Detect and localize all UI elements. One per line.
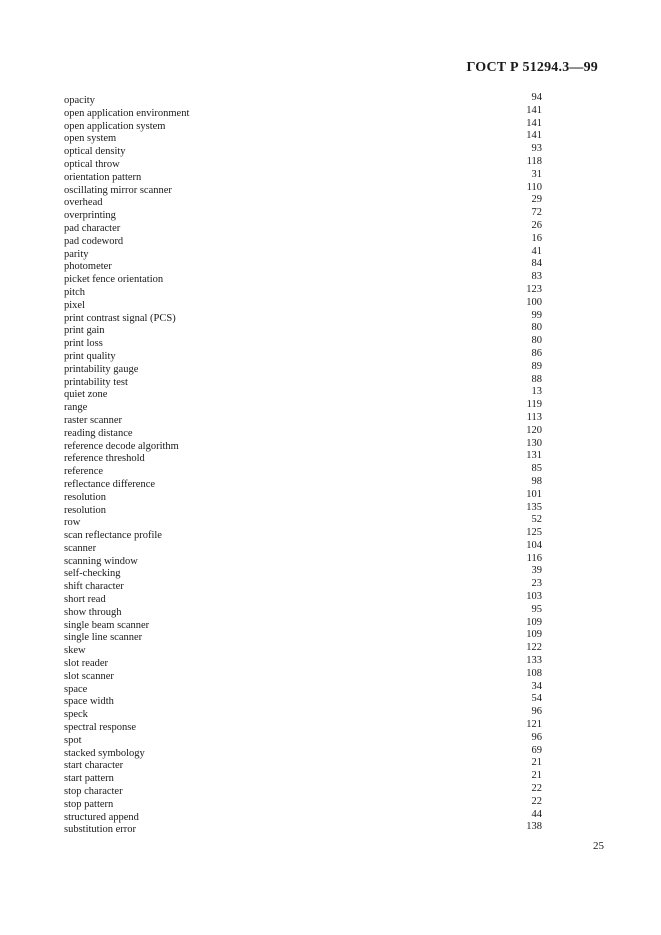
index-page-ref: 131 <box>526 450 542 462</box>
index-term: reading distance <box>64 427 133 439</box>
index-entry <box>64 796 542 809</box>
index-page-ref: 109 <box>526 629 542 641</box>
index-entry <box>64 143 542 156</box>
index-entry <box>64 757 542 770</box>
index-page-ref: 96 <box>531 706 542 718</box>
index-page-ref: 116 <box>526 552 542 564</box>
index-entry <box>64 399 542 412</box>
index-entry <box>64 169 542 182</box>
index-page-ref: 34 <box>531 680 542 692</box>
index-term: slot scanner <box>64 670 114 682</box>
index-term: reflectance difference <box>64 478 156 490</box>
index-page-ref: 109 <box>526 616 542 628</box>
index-entry <box>64 591 542 604</box>
index-page-ref: 141 <box>526 130 542 142</box>
index-entry <box>64 271 542 284</box>
index-page-ref: 122 <box>526 642 542 654</box>
index-entry <box>64 92 542 105</box>
index-entry <box>64 514 542 527</box>
index-entry <box>64 258 542 271</box>
index-term: space width <box>64 696 114 708</box>
index-term: pixel <box>64 299 85 311</box>
index-entry <box>64 156 542 169</box>
index-entry <box>64 770 542 783</box>
index-page-ref: 95 <box>531 603 542 615</box>
index-term: self-checking <box>64 568 121 580</box>
index-page-ref: 22 <box>531 783 542 795</box>
index-term: orientation pattern <box>64 171 142 183</box>
index-entry <box>64 335 542 348</box>
index-entry <box>64 681 542 694</box>
index-page-ref: 96 <box>531 731 542 743</box>
index-entry <box>64 207 542 220</box>
index-entry <box>64 246 542 259</box>
index-term: pitch <box>64 286 85 298</box>
index-term: optical throw <box>64 158 120 170</box>
index-entry <box>64 476 542 489</box>
index-page-ref: 88 <box>531 373 542 385</box>
index-term: open system <box>64 133 117 145</box>
index-page-ref: 23 <box>531 578 542 590</box>
index-page-ref: 101 <box>526 488 542 500</box>
index-page-ref: 54 <box>531 693 542 705</box>
index-term: overprinting <box>64 210 116 222</box>
index-page-ref: 26 <box>531 219 542 231</box>
index-entry <box>64 105 542 118</box>
index-page-ref: 72 <box>531 207 542 219</box>
page-number: 25 <box>593 840 604 852</box>
index-term: resolution <box>64 504 106 516</box>
index-entry <box>64 348 542 361</box>
index-term: print contrast signal (PCS) <box>64 312 176 324</box>
index-entry <box>64 425 542 438</box>
index-entry <box>64 297 542 310</box>
index-entry <box>64 130 542 143</box>
index-entry <box>64 604 542 617</box>
index-page-ref: 141 <box>526 117 542 129</box>
index-entry <box>64 732 542 745</box>
index-entry <box>64 438 542 451</box>
index-entry <box>64 374 542 387</box>
index-page-ref: 121 <box>526 719 542 731</box>
index-page-ref: 93 <box>531 143 542 155</box>
index-entry <box>64 412 542 425</box>
index-term: skew <box>64 645 86 657</box>
index-page-ref: 83 <box>531 271 542 283</box>
index-page-ref: 110 <box>526 181 542 193</box>
index-page-ref: 138 <box>526 821 542 833</box>
index-entry <box>64 809 542 822</box>
index-entry <box>64 284 542 297</box>
index-term: short read <box>64 594 106 606</box>
index-entry <box>64 182 542 195</box>
index-term: stacked symbology <box>64 747 145 759</box>
index-page-ref: 135 <box>526 501 542 513</box>
index-term: stop pattern <box>64 798 114 810</box>
index-term: scan reflectance profile <box>64 530 162 542</box>
index-term: opacity <box>64 95 95 106</box>
index-page-ref: 13 <box>531 386 542 398</box>
standard-header: ГОСТ Р 51294.3—99 <box>466 60 598 75</box>
index-page-ref: 16 <box>531 232 542 244</box>
index-entry <box>64 463 542 476</box>
index-entry <box>64 693 542 706</box>
index-term: scanner <box>64 542 97 554</box>
index-page-ref: 84 <box>531 258 542 270</box>
index-term: printability test <box>64 376 128 388</box>
index-term: pad codeword <box>64 235 124 247</box>
index-page-ref: 86 <box>531 347 542 359</box>
index-term: raster scanner <box>64 414 123 426</box>
index-page-ref: 113 <box>526 411 542 423</box>
index-entry <box>64 706 542 719</box>
index-term: slot reader <box>64 658 109 670</box>
index-entry <box>64 617 542 630</box>
index-page-ref: 80 <box>531 335 542 347</box>
index-term: overhead <box>64 197 103 209</box>
index-entry <box>64 821 542 834</box>
index-term: structured append <box>64 811 139 823</box>
index-page-ref: 119 <box>526 399 542 411</box>
index-term: scanning window <box>64 555 138 567</box>
index-term: print gain <box>64 325 105 337</box>
index-page-ref: 108 <box>526 667 542 679</box>
index-entry <box>64 118 542 131</box>
index-entry <box>64 386 542 399</box>
index-entry <box>64 361 542 374</box>
index-term: spectral response <box>64 722 137 734</box>
index-entry <box>64 450 542 463</box>
index-page-ref: 22 <box>531 795 542 807</box>
index-term: picket fence orientation <box>64 274 164 286</box>
index-term: single line scanner <box>64 632 143 644</box>
index-entry <box>64 668 542 681</box>
index-term: pad character <box>64 222 121 234</box>
index-page-ref: 31 <box>531 168 542 180</box>
index-entry <box>64 783 542 796</box>
index-term: oscillating mirror scanner <box>64 184 172 196</box>
index-term: reference threshold <box>64 453 145 465</box>
index-entry <box>64 220 542 233</box>
index-page-ref: 52 <box>531 514 542 526</box>
index-entry <box>64 745 542 758</box>
index-page-ref: 104 <box>526 539 542 551</box>
index-page-ref: 80 <box>531 322 542 334</box>
index-page-ref: 39 <box>531 565 542 577</box>
index-term: start character <box>64 760 124 772</box>
index-term: print quality <box>64 350 116 362</box>
index-entry <box>64 553 542 566</box>
index-entry <box>64 655 542 668</box>
index-term: open application system <box>64 120 166 132</box>
index-term: printability gauge <box>64 363 139 375</box>
index-term: print loss <box>64 338 103 350</box>
index-page-ref: 125 <box>526 527 542 539</box>
index-page-ref: 69 <box>531 744 542 756</box>
index-page-ref: 41 <box>531 245 542 257</box>
index-term: reference decode algorithm <box>64 440 179 452</box>
index-term: parity <box>64 248 89 260</box>
index-page-ref: 89 <box>531 360 542 372</box>
index-page-ref: 44 <box>531 808 542 820</box>
index-term: open application environment <box>64 107 190 119</box>
index-entry <box>64 578 542 591</box>
index-page-ref: 120 <box>526 424 542 436</box>
index-term: range <box>64 402 88 414</box>
index-entry <box>64 629 542 642</box>
index-term: start pattern <box>64 773 114 785</box>
index-page-ref: 141 <box>526 104 542 116</box>
index-page-ref: 133 <box>526 655 542 667</box>
index-term: optical density <box>64 146 126 158</box>
index-term: resolution <box>64 491 106 503</box>
index-term: shift character <box>64 581 124 593</box>
index-page-ref: 29 <box>531 194 542 206</box>
term-index-list <box>64 92 542 834</box>
index-term: single beam scanner <box>64 619 150 631</box>
index-entry <box>64 233 542 246</box>
index-page-ref: 21 <box>531 770 542 782</box>
index-term: photometer <box>64 261 112 273</box>
index-page-ref: 100 <box>526 296 542 308</box>
index-entry <box>64 322 542 335</box>
index-page-ref: 85 <box>531 463 542 475</box>
index-entry <box>64 502 542 515</box>
index-entry <box>64 540 542 553</box>
index-term: space <box>64 683 88 695</box>
index-entry <box>64 719 542 732</box>
index-term: quiet zone <box>64 389 108 401</box>
index-page-ref: 103 <box>526 591 542 603</box>
index-page-ref: 123 <box>526 283 542 295</box>
index-entry <box>64 527 542 540</box>
index-term: reference <box>64 466 104 478</box>
index-page-ref: 21 <box>531 757 542 769</box>
index-page-ref: 118 <box>526 155 542 167</box>
index-term: row <box>64 517 81 529</box>
index-term: speck <box>64 709 88 721</box>
index-term: substitution error <box>64 824 137 836</box>
index-term: spot <box>64 734 82 746</box>
index-page-ref: 130 <box>526 437 542 449</box>
index-entry <box>64 565 542 578</box>
index-entry <box>64 642 542 655</box>
index-page-ref: 94 <box>531 92 542 103</box>
index-entry <box>64 489 542 502</box>
index-page-ref: 99 <box>531 309 542 321</box>
index-page-ref: 98 <box>531 475 542 487</box>
index-entry <box>64 194 542 207</box>
index-entry <box>64 310 542 323</box>
index-term: show through <box>64 606 122 618</box>
index-term: stop character <box>64 786 123 798</box>
